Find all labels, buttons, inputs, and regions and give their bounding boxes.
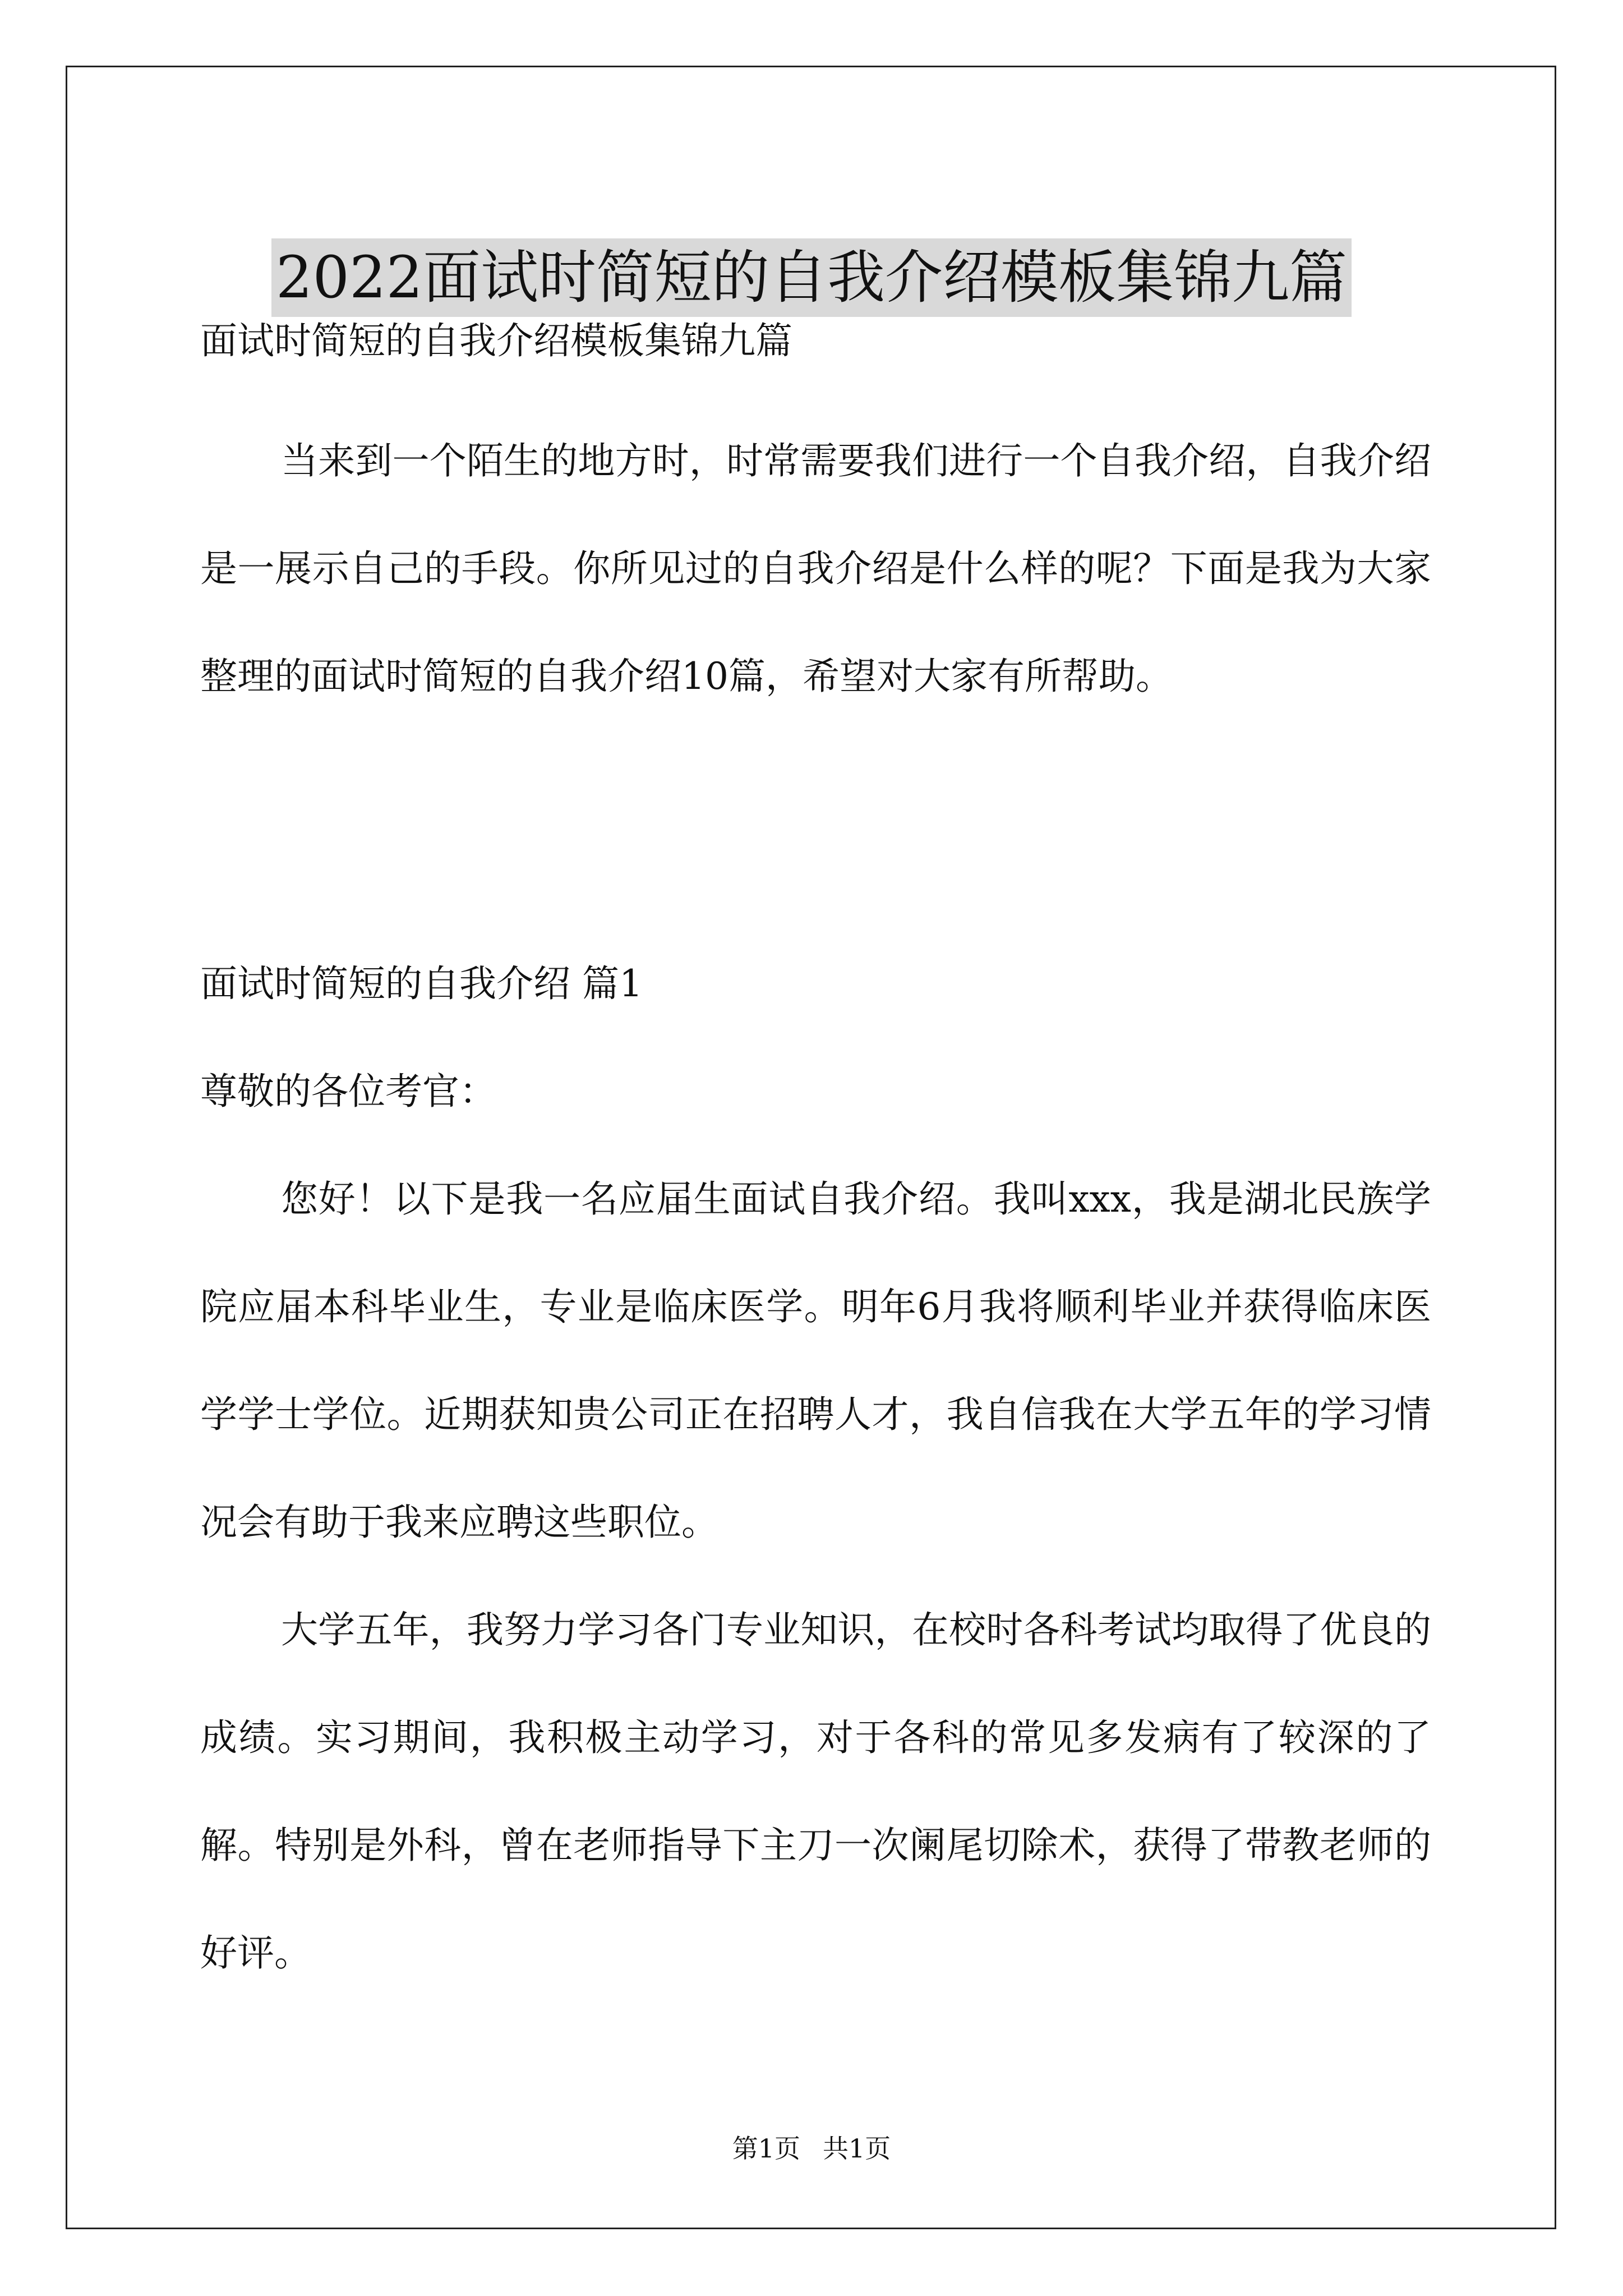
document-subtitle: 面试时简短的自我介绍模板集锦九篇 — [200, 319, 792, 362]
page-number-current: 第1页 — [732, 2133, 800, 2164]
page-number-total: 共1页 — [823, 2133, 891, 2164]
greeting-line: 尊敬的各位考官： — [200, 1070, 496, 1113]
page-footer — [0, 2132, 1623, 2165]
body-paragraph-2: 大学五年，我努力学习各门专业知识，在校时各科考试均取得了优良的成绩。实习期间，我积极主动学习，对于各科的常见多发病有了较深的了解。特别是外科，曾在老师指导下主刀一次阑尾切除术，获得了带教老师的好评。 — [200, 1608, 1431, 1975]
intro-paragraph: 当来到一个陌生的地方时，时常需要我们进行一个自我介绍，自我介绍是一展示自己的手段。你所见过的自我介绍是什么样的呢？下面是我为大家整理的面试时简短的自我介绍10篇，希望对大家有所帮助。 — [200, 439, 1431, 698]
document-title: 2022面试时简短的自我介绍模板集锦九篇 — [271, 238, 1352, 317]
body-paragraph-1: 您好！以下是我一名应届生面试自我介绍。我叫xxx，我是湖北民族学院应届本科毕业生，专业是临床医学。明年6月我将顺利毕业并获得临床医学学士学位。近期获知贵公司正在招聘人才，我自信我在大学五年的学习情况会有助于我来应聘这些职位。 — [200, 1177, 1431, 1544]
section-heading: 面试时简短的自我介绍 篇1 — [200, 962, 643, 1005]
